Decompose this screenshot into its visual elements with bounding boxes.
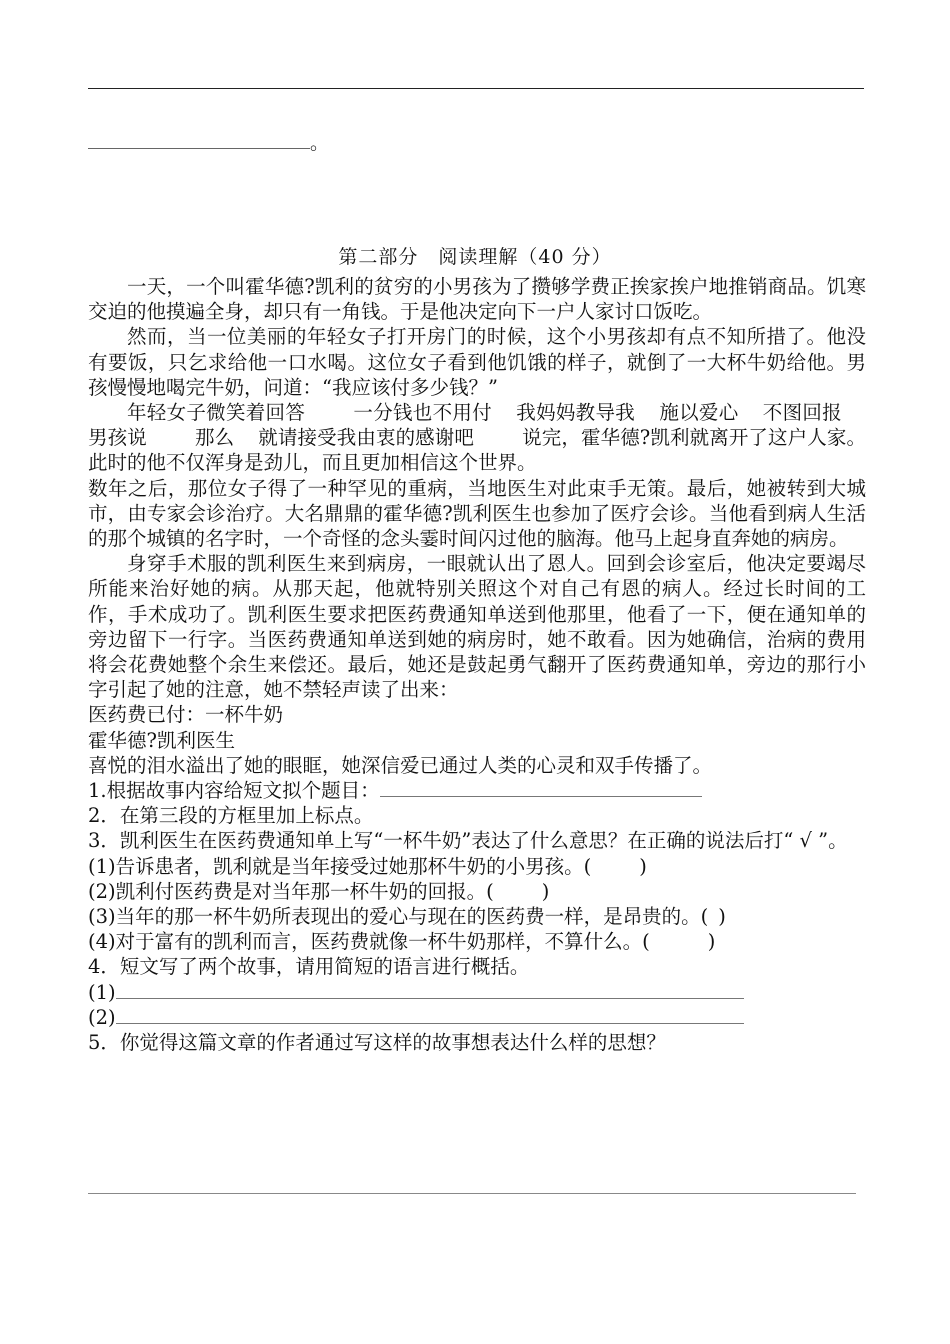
story-paragraph-5: 身穿手术服的凯利医生来到病房，一眼就认出了恩人。回到会诊室后，他决定要竭尽所能来治好她的病。从那天起，他就特别关照这个对自己有恩的病人。经过长时间的工作，手术成功了。凯利医生要求把医药费通知单送到他那里，他看了一下，便在通知单的旁边留下一行字。当医药费通知单送到她的病房时，她不敢看。因为她确信，治病的费用将会花费她整个余生来偿还。最后，她还是鼓起勇气翻开了医药费通知单，旁边的那行小字引起了她的注意，她不禁轻声读了出来： [88,552,866,702]
p3-segment: 一分钱也不用付 [353,401,492,425]
answer-line-q5[interactable] [88,1193,856,1194]
p3-segment: 就请接受我由衷的感谢吧 [258,426,475,450]
q4-label-2: (2) [88,1005,116,1029]
p3-segment: 男孩说 [88,426,147,450]
q3-option-2 [88,879,866,904]
close-paren: ) [541,879,550,903]
p3-segment: 年轻女子微笑着回答 [127,401,306,425]
q4-label-1: (1) [88,980,116,1004]
q3-option-4-text: (4)对于富有的凯利而言，医药费就像一杯牛奶那样，不算什么。( [88,930,650,954]
question-4: 4．短文写了两个故事，请用简短的语言进行概括。 [88,955,530,979]
q3-option-1-text: (1)告诉患者，凯利就是当年接受过她那杯牛奶的小男孩。( [88,854,592,878]
q3-option-4 [88,929,866,954]
question-3: 3．凯利医生在医药费通知单上写“一杯牛奶”表达了什么意思？在正确的说法后打“ √ ”。 [88,829,848,853]
question-1 [88,778,866,803]
question-5: 5．你觉得这篇文章的作者通过写这样的故事想表达什么样的思想？ [88,1031,666,1055]
p3-segment: 我妈妈教导我 [515,401,636,425]
summary-1-blank[interactable] [116,980,744,999]
story-paragraph-6: 喜悦的泪水溢出了她的眼眶，她深信爱已通过人类的心灵和双手传播了。 [88,753,713,777]
summary-2-blank[interactable] [116,1005,744,1024]
story-paragraph-3 [88,400,866,476]
q3-option-3 [88,904,866,929]
section-title: 第二部分 阅读理解（40 分） [338,246,612,268]
p3-segment: 施以爱心 [659,401,739,425]
q3-option-3-text: (3)当年的那一杯牛奶所表现出的爱心与现在的医药费一样，是昂贵的。( [88,905,709,929]
title-answer-blank[interactable] [380,778,702,797]
bill-note-line-2: 霍华德?凯利医生 [88,728,235,752]
p3-segment: 不图回报 [762,401,842,425]
p3-segment: 那么 [194,426,235,450]
p3-segment: 说完，霍华德?凯利就离开了这户人家。此时的他不仅浑身是劲儿，而且更加相信这个世界。 [88,426,866,475]
question-1-text: 1.根据故事内容给短文拟个题目： [88,779,380,803]
period-mark: 。 [310,132,330,154]
story-paragraph-1: 一天，一个叫霍华德?凯利的贫穷的小男孩为了攒够学费正挨家挨户地推销商品。饥寒交迫的他摸遍全身，却只有一角钱。于是他决定向下一户人家讨口饭吃。 [88,275,866,324]
answer-blank-line [88,130,329,155]
close-paren: ) [718,905,726,929]
bill-note-line-1: 医药费已付：一杯牛奶 [88,703,284,727]
q3-option-1 [88,854,866,879]
reading-passage [88,274,866,1055]
q3-option-2-text: (2)凯利付医药费是对当年那一杯牛奶的回报。( [88,879,494,903]
answer-underline [88,130,310,149]
story-paragraph-4: 数年之后，那位女子得了一种罕见的重病，当地医生对此束手无策。最后，她被转到大城市，由专家会诊治疗。大名鼎鼎的霍华德?凯利医生也参加了医疗会诊。当他看到病人生活的那个城镇的名字时，一个奇怪的念头霎时间闪过他的脑海。他马上起身直奔她的病房。 [88,476,866,551]
close-paren: ) [707,930,716,954]
q4-answer-2 [88,1005,866,1030]
question-2: 2．在第三段的方框里加上标点。 [88,804,374,828]
close-paren: ) [639,854,647,878]
q4-answer-1 [88,980,866,1005]
story-paragraph-2: 然而，当一位美丽的年轻女子打开房门的时候，这个小男孩却有点不知所措了。他没有要饭，只乞求给他一口水喝。这位女子看到他饥饿的样子，就倒了一大杯牛奶给他。男孩慢慢地喝完牛奶，问道：“我应该付多少钱？” [88,325,866,399]
answer-line-top [88,88,864,89]
